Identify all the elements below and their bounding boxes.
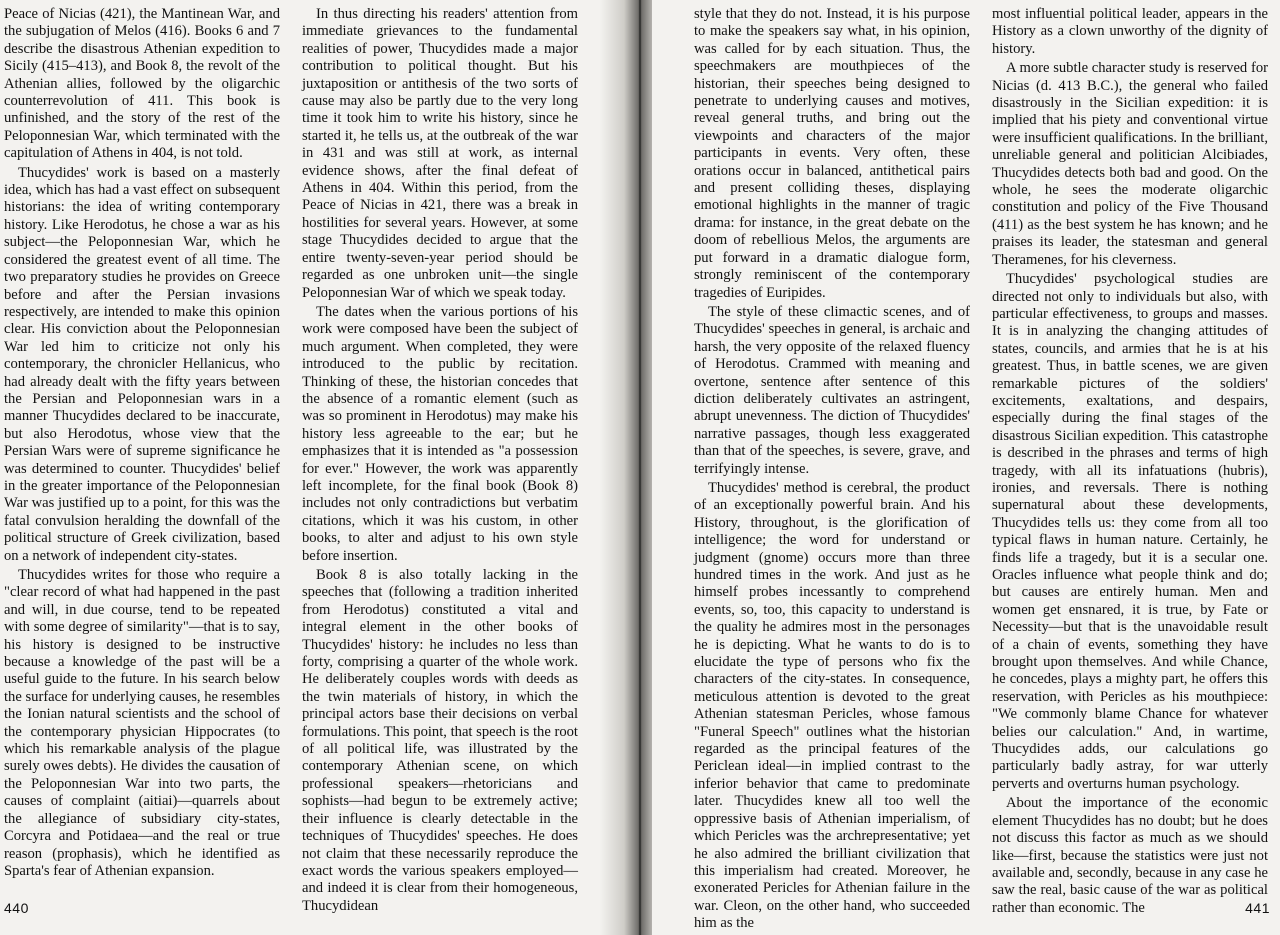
left-page-column-2 — [302, 6, 578, 914]
paragraph: Thucydides' psychological studies are directed not only to individuals but also, with particular effectiveness, to groups and masses. It is in analyzing the changing attitudes of states, councils, and armies that he is at his greatest. Thus, in battle scenes, we are given remarkable pictures of the soldiers' excitements, exaltations, and despairs, especially during the final stages of the disastrous Sicilian expedition. This catastrophe is described in the phrases and terms of high tragedy, with all its infatuations (hubris), ironies, and reversals. There is nothing supernatural about these developments, Thucydides tells us: they come from all too typical flaws in human nature. Certainly, he finds life a tragedy, but it is a secular one. Oracles influence what people think and do; but causes are entirely human. Men and women get ensnared, it is true, by Fate or Necessity—but that is the unavoidable result of a chain of events, something they have brought upon themselves. And while Chance, he concedes, plays a mighty part, he offers this reservation, with Pericles as his mouthpiece: "We commonly blame Chance for whatever belies our calculation." And, in wartime, Thucydides adds, our calculations go particularly badly astray, for war utterly perverts and overturns human psychology. — [992, 271, 1268, 792]
left-page — [0, 0, 628, 935]
paragraph: The dates when the various portions of his work were composed have been the subject of much argument. When completed, they were introduced to the public by recitation. Thinking of these, the historian concedes that the absence of a romantic element (such as was so prominent in Herodotus) may make his history less agreeable to the ear; but he emphasizes that it is intended as "a possession for ever." However, the work was apparently left incomplete, for the final book (Book 8) includes not only contradictions but verbatim citations, which it was his custom, in other books, to alter and adjust to his own style before insertion. — [302, 303, 578, 564]
right-page-column-1 — [694, 6, 970, 932]
paragraph: Thucydides writes for those who require a "clear record of what had happened in the past and will, in due course, tend to be repeated with some degree of similarity"—that is to say, his history is designed to be instructive because a knowledge of the past will be a useful guide to the future. In his search below the surface for underlying causes, he resembles the Ionian natural scientists and the school of the contemporary physician Hippocrates (to which his remarkable analysis of the plague surely owes debts). He divides the causation of the Peloponnesian War into two parts, the causes of complaint (aitiai)—quarrels about the allegiance of subsidiary city-states, Corcyra and Potidaea—and the real or true reason (prophasis), which he identified as Sparta's fear of Athenian expansion. — [4, 567, 280, 879]
paragraph: Thucydides' method is cerebral, the product of an exceptionally powerful brain. And his History, throughout, is the glorification of intelligence; the word for understand or judgment (gnome) occurs more than three hundred times in the work. And just as he himself probes incessantly to comprehend events, so, too, this capacity to understand is the quality he admires most in the personages he is depicting. What he wants to do is to elucidate the type of persons who fix the characters of the city-states. In consequence, meticulous attention is devoted to the great Athenian statesman Pericles, whose famous "Funeral Speech" outlines what the historian regarded as the principal features of the Periclean ideal—in implied contrast to the inferior behavior that came to predominate later. Thucydides knew all too well the oppressive basis of Athenian imperialism, of which Pericles was the archrepresentative; yet he also admired the brilliant civilization that this imperialism had created. Moreover, he exonerated Pericles for Athenian failure in the war. Cleon, on the other hand, who succeeded him as the — [694, 479, 970, 932]
paragraph: Peace of Nicias (421), the Mantinean War, and the subjugation of Melos (416). Books 6 and 7 describe the disastrous Athenian expedition to Sicily (415–413), and Book 8, the revolt of the Athenian allies, followed by the oligarchic counterrevolution of 411. This book is unfinished, and the story of the rest of the Peloponnesian War, which terminated with the capitulation of Athens in 404, is not told. — [4, 6, 280, 162]
paragraph: The style of these climactic scenes, and of Thucydides' speeches in general, is archaic and harsh, the very opposite of the relaxed fluency of Herodotus. Crammed with meaning and overtone, sentence after sentence of this diction deliberately cultivates an astringent, abrupt unevenness. The diction of Thucydides' narrative passages, though less exaggerated than that of the speeches, is severe, grave, and terrifyingly intense. — [694, 303, 970, 477]
page-number: 440 — [4, 900, 29, 916]
paragraph: In thus directing his readers' attention from immediate grievances to the fundamental realities of power, Thucydides made a major contribution to political thought. But his juxtaposition or antithesis of the two sorts of cause may also be partly due to the very long time it took him to write his history, since he started it, he tells us, at the outbreak of the war in 431 and was still at work, as internal evidence shows, after the final defeat of Athens in 404. Within this period, from the Peace of Nicias in 421, there was a break in hostilities for several years. However, at some stage Thucydides decided to argue that the entire twenty-seven-year period should be regarded as one unbroken unit—the single Peloponnesian War of which we speak today. — [302, 6, 578, 301]
paragraph: About the importance of the economic element Thucydides has no doubt; but he does not discuss this factor as much as we should like—first, because the statistics were just not available and, secondly, because in any case he saw the real, basic cause of the war as political rather than economic. The — [992, 795, 1268, 916]
page-number: 441 — [1245, 900, 1270, 916]
right-page — [652, 0, 1280, 935]
paragraph: most influential political leader, appears in the History as a clown unworthy of the dignity of history. — [992, 6, 1268, 57]
paragraph: style that they do not. Instead, it is his purpose to make the speakers say what, in his opinion, was called for by each situation. Thus, the speechmakers are mouthpieces of the historian, their speeches being designed to penetrate to underlying causes and motives, reveal general truths, and bring out the viewpoints and characters of the major participants in events. Very often, these orations occur in balanced, antithetical pairs and present colliding theses, displaying emotional highlights in the manner of tragic drama: for instance, in the great debate on the doom of rebellious Melos, the arguments are put forward in a dramatic dialogue form, strongly reminiscent of the contemporary tragedies of Euripides. — [694, 6, 970, 301]
paragraph: A more subtle character study is reserved for Nicias (d. 413 B.C.), the general who failed disastrously in the Sicilian expedition: it is implied that his piety and conventional virtue were insufficient qualifications. In the brilliant, unreliable general and politician Alcibiades, Thucydides detects both bad and good. On the whole, he sees the moderate oligarchic constitution and policy of the Five Thousand (411) as the best system he has known; and he praises its leader, the statesman and general Theramenes, for his cleverness. — [992, 60, 1268, 268]
paragraph: Thucydides' work is based on a masterly idea, which has had a vast effect on subsequent historians: the idea of writing contemporary history. Like Herodotus, he chose a war as his subject—the Peloponnesian War, which he considered the greatest event of all time. The two preparatory studies he provides on Greece before and after the Persian invasions respectively, are intended to make this opinion clear. His conviction about the Peloponnesian War led him to criticize not only his contemporary, the chronicler Hellanicus, who had already dealt with the fifty years between the Persian and Peloponnesian wars in a manner Thucydides declared to be inaccurate, but also Herodotus, whose view that the Persian Wars were of supreme significance he was determined to counter. Thucydides' belief in the greater importance of the Peloponnesian War was justified up to a point, for this was the fatal convulsion heralding the downfall of the political structure of Greek civilization, based on a network of independent city-states. — [4, 164, 280, 564]
paragraph: Book 8 is also totally lacking in the speeches that (following a tradition inherited from Herodotus) constituted a vital and integral element in the other books of Thucydides' history: he includes no less than forty, comprising a quarter of the whole work. He deliberately couples words with deeds as the twin materials of history, in which the principal actors base their decisions on verbal formulations. This point, that speech is the root of all political life, was illustrated by the contemporary Athenian scene, on which professional speakers—rhetoricians and sophists—had begun to be extremely active; their influence is clearly detectable in the techniques of Thucydides' speeches. He does not claim that these necessarily reproduce the exact words the various speakers employed—and indeed it is clear from their homogeneous, Thucydidean — [302, 567, 578, 914]
left-page-column-1 — [4, 6, 280, 896]
